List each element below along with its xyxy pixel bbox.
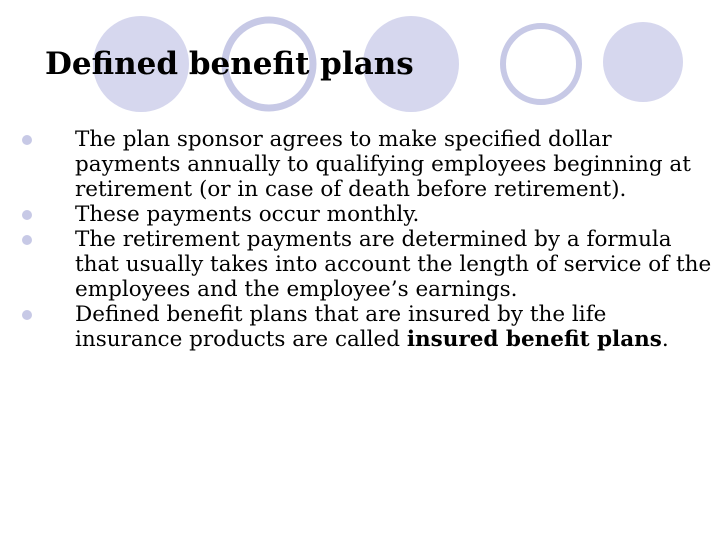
bullet-dot	[22, 310, 32, 320]
decor-circle-ring	[503, 26, 579, 102]
bullet-dot	[22, 235, 32, 245]
bullet-list	[22, 127, 712, 352]
bullet-dot	[22, 135, 32, 145]
bullet-text: The retirement payments are determined by a formula that usually takes into account the length of service of the employees and the employee’s earnings.	[75, 227, 712, 302]
bullet-text-end: .	[661, 327, 669, 352]
bullet-item	[22, 202, 712, 227]
bullet-text: Defined benefit plans that are insured by the life insurance products are called	[75, 302, 607, 352]
bullet-text: The plan sponsor agrees to make specified dollar payments annually to qualifying employees beginning at retirement (or in case of death before retirement).	[75, 127, 691, 202]
bullet-text: These payments occur monthly.	[75, 202, 420, 227]
bullet-bold-term: insured benefit plans	[406, 327, 662, 352]
bullet-item	[22, 227, 712, 302]
bullet-dot	[22, 210, 32, 220]
bullet-item	[22, 302, 712, 352]
bullet-item	[22, 127, 712, 202]
slide-title: Defined benefit plans	[45, 46, 414, 82]
decor-circle-filled	[603, 22, 683, 102]
